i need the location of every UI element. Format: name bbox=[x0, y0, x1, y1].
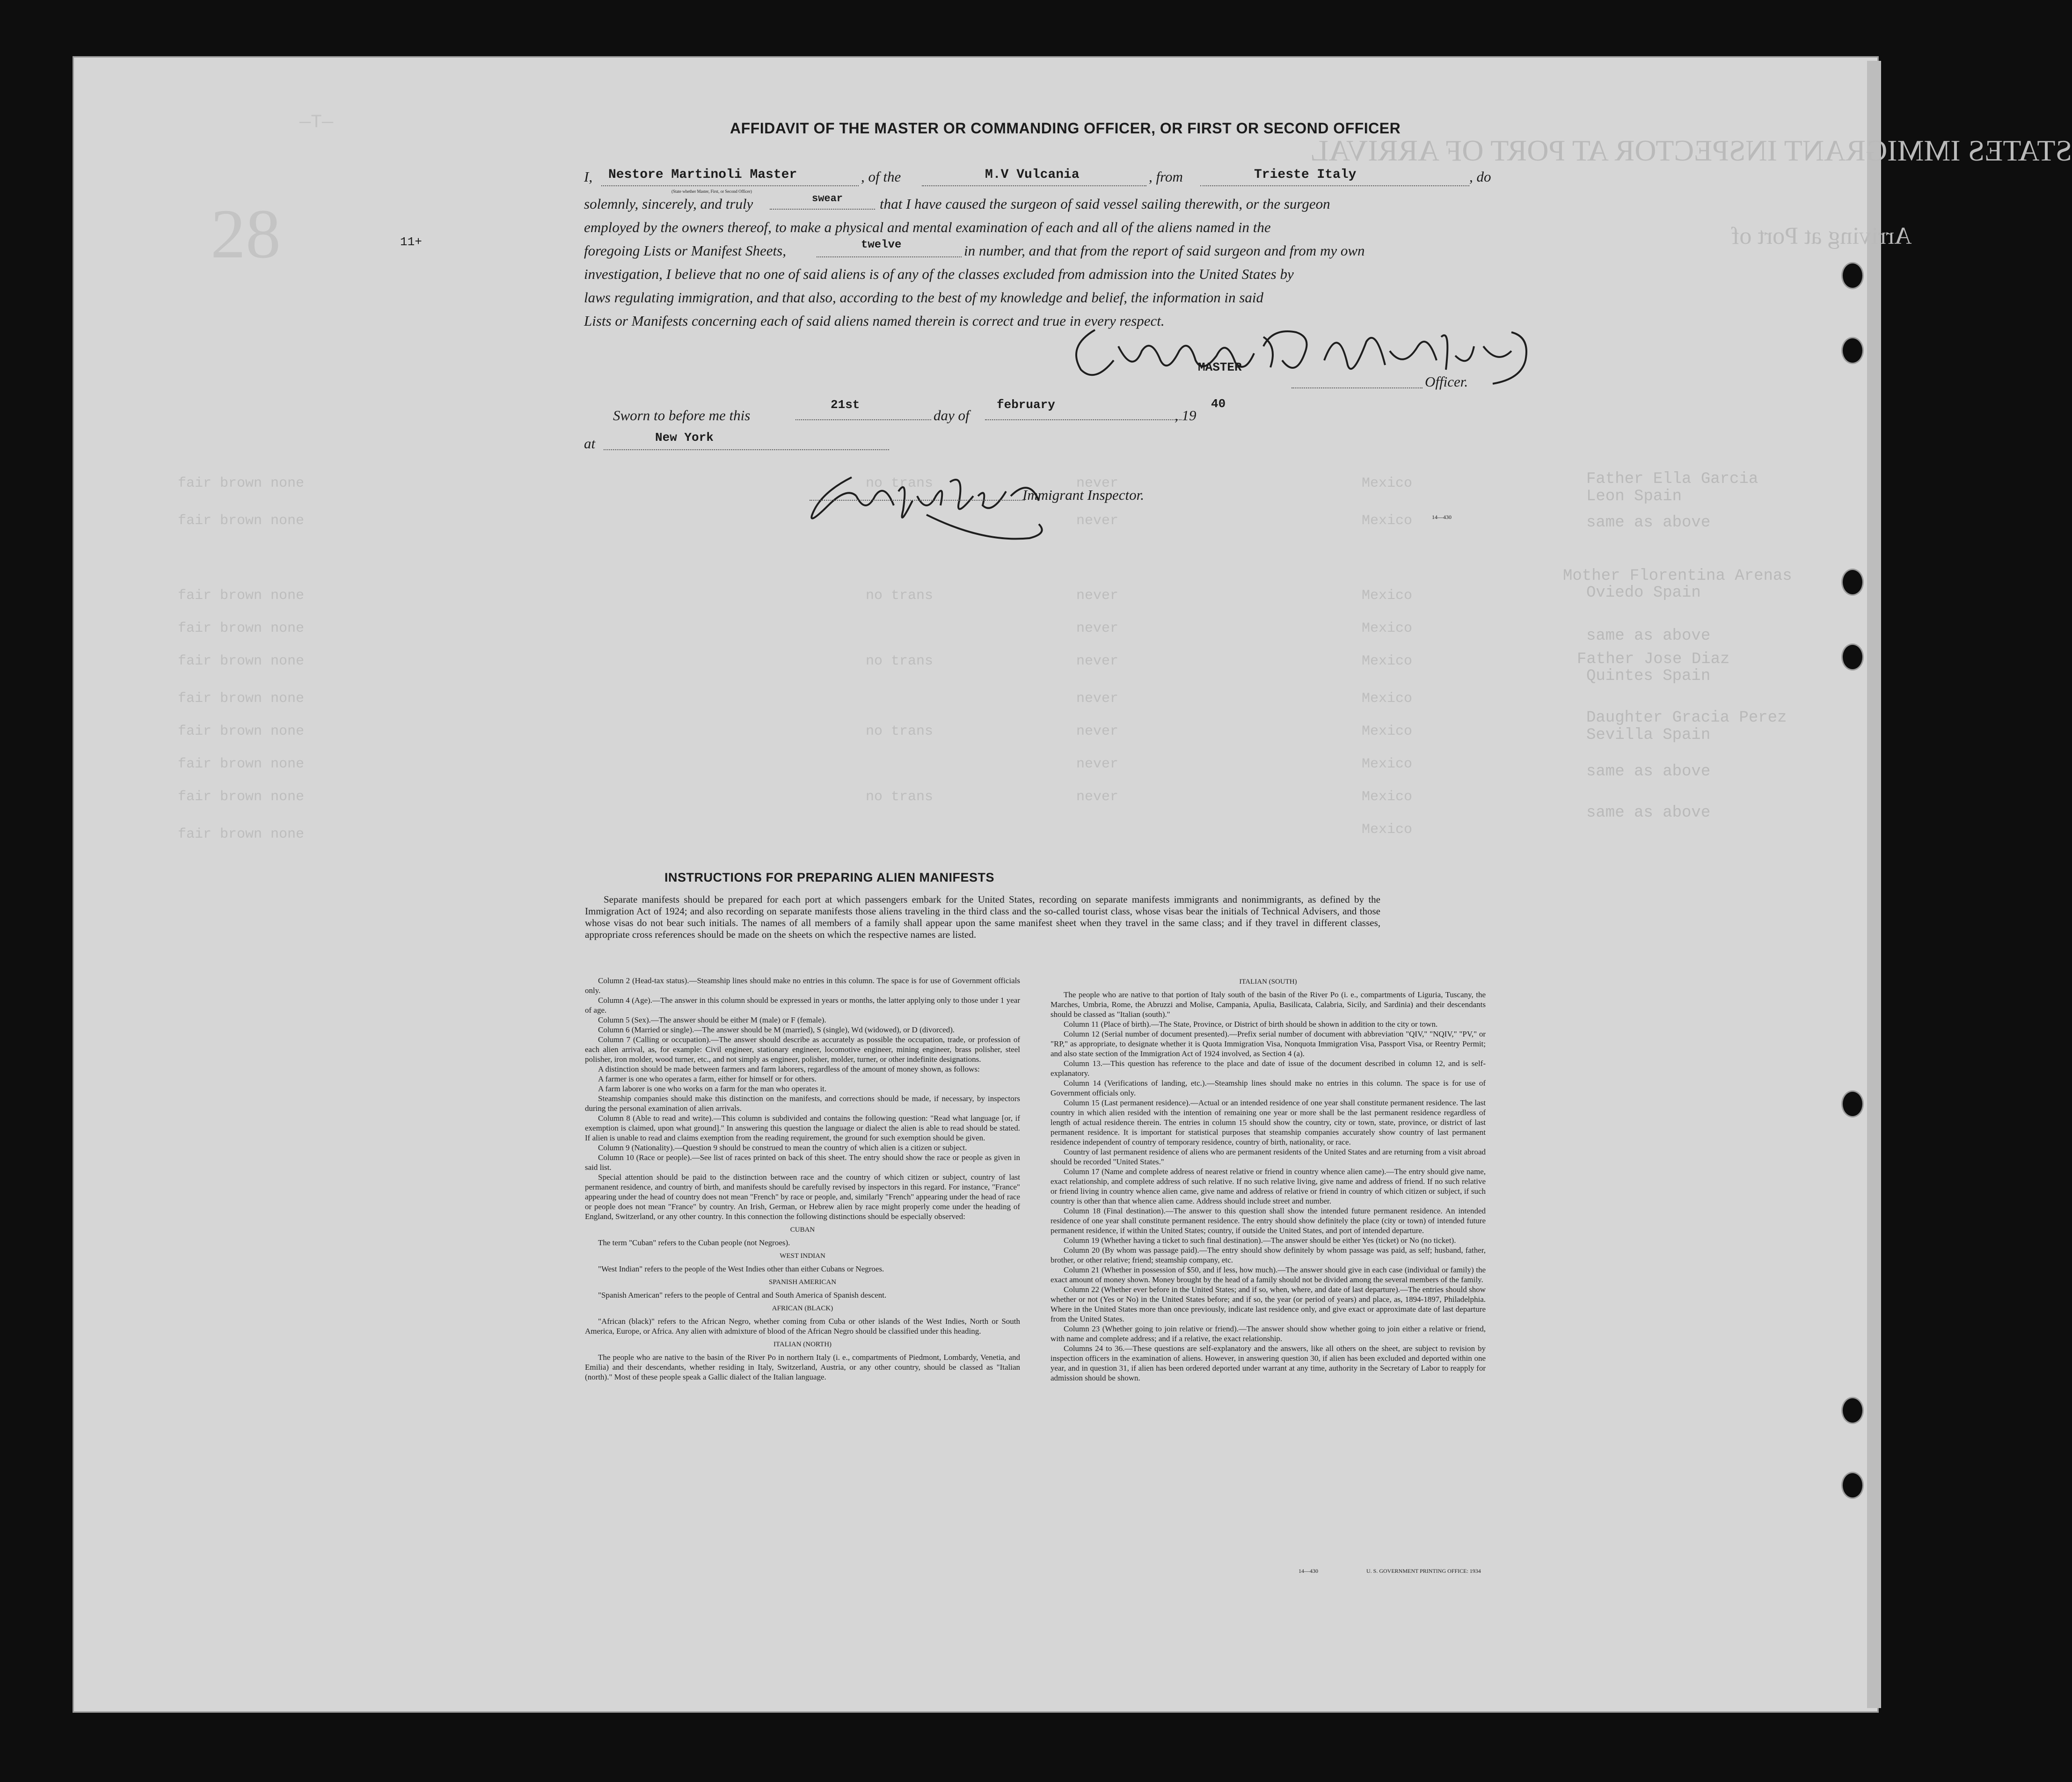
bleed-row: same as above bbox=[1586, 804, 1711, 822]
instruction-paragraph: Special attention should be paid to the distinction between race and the country of which citizen or subject, country of last permanent residence, and country of birth, and manifests should be carefully revised by inspectors in this regard. For instance, "France" appearing under the head of country does not mean "French" by race or people, and, similarly "French" appearing under the head of race or people does not mean "France" by country. An Irish, German, or Hebrew alien by race might properly come under the heading of England, Switzerland, or any other country. In this connection the following distinctions should be especially observed: bbox=[585, 1173, 1020, 1221]
from-text: , from bbox=[1149, 168, 1183, 185]
bleed-large-number bbox=[211, 197, 318, 271]
binder-hole bbox=[1841, 643, 1864, 671]
section-heading: CUBAN bbox=[790, 1226, 815, 1234]
instruction-paragraph: Column 10 (Race or people).—See list of races printed on back of this sheet. The entry should show the race or people as given in said list. bbox=[585, 1153, 1020, 1172]
svg-text:Mexico: Mexico bbox=[1362, 691, 1413, 707]
section-heading: ITALIAN (SOUTH) bbox=[1239, 978, 1297, 986]
svg-text:Mexico: Mexico bbox=[1362, 756, 1413, 772]
svg-text:never: never bbox=[1076, 653, 1119, 669]
instruction-paragraph: "West Indian" refers to the people of the West Indies other than either Cubans or Negroes. bbox=[598, 1264, 884, 1273]
svg-text:fair brown none: fair brown none bbox=[178, 588, 305, 604]
svg-text:28: 28 bbox=[211, 195, 281, 273]
fill-line bbox=[1200, 185, 1469, 186]
instruction-paragraph: "African (black)" refers to the African Negro, whether coming from Cuba or other islands of the West Indies, North or South America, Europe, or Africa. Any alien with admixture of blood of the African Negro should be classified under this heading. bbox=[585, 1317, 1020, 1336]
inspector-label: Immigrant Inspector. bbox=[1022, 487, 1145, 503]
svg-text:never: never bbox=[1076, 513, 1119, 529]
svg-text:Mexico: Mexico bbox=[1362, 475, 1413, 491]
instruction-paragraph: The people who are native to that portion of Italy south of the basin of the River Po (i. e., compartments of Liguria, Tuscany, the Marches, Umbria, Rome, the Abruzzi and Molise, Campania, Apulia, Basilicata, Calabria, Sicily, and Sardinia) and their descendants should be classed as "Italian (south)." bbox=[1051, 990, 1486, 1019]
svg-text:fair brown none: fair brown none bbox=[178, 621, 305, 636]
instruction-paragraph: Country of last permanent residence of aliens who are permanent residents of the United States and are returning from a visit abroad should be recorded "United States." bbox=[1051, 1147, 1486, 1166]
fill-line bbox=[985, 419, 1182, 420]
instructions-intro: Separate manifests should be prepared for each port at which passengers embark for the United States, recording on separate manifests immigrants and nonimmigrants, as defined by the Immigration Act of 1924; and also recording on separate manifests those aliens traveling in the third class and the so-called tourist class, whose visas bear the initials of Technical Advisers, and those whose visas do not bear such initials. The names of all members of a family shall appear upon the same manifest sheet when they travel in the same class; and if they travel in different classes, appropriate cross references should be made on the sheets on which the respective names are listed. bbox=[585, 894, 1380, 940]
bleed-row: Father Jose Diaz bbox=[1577, 650, 1730, 668]
fill-line bbox=[922, 185, 1146, 186]
svg-text:no trans: no trans bbox=[866, 789, 934, 805]
instruction-paragraph: Column 15 (Last permanent residence).—Actual or an intended residence of one year shall constitute permanent residence. The last country in which alien resided with the intention of remaining one year or more shall be the last permanent residence regardless of length of actual residence therein. The entries in column 15 should show the country, city or town, state, province, or district of last permanent residence. It is important for statistical purposes that steamship companies accurately show country of last permanent residence independent of country of temporary residence, country of birth, nationality, or race. bbox=[1051, 1098, 1486, 1147]
binder-hole bbox=[1841, 262, 1864, 289]
sworn-day: 21st bbox=[831, 398, 860, 412]
inspector-signature bbox=[786, 468, 1086, 543]
svg-text:Mexico: Mexico bbox=[1362, 621, 1413, 636]
fill-line bbox=[810, 500, 1025, 501]
affidavit-line: employed by the owners thereof, to make a physical and mental examination of each and all of the aliens named in the bbox=[584, 219, 1271, 235]
binder-hole bbox=[1841, 1090, 1864, 1117]
do-text: , do bbox=[1469, 168, 1491, 185]
instructions-left-column bbox=[585, 976, 1020, 1382]
bleed-row: Sevilla Spain bbox=[1586, 726, 1711, 744]
instruction-paragraph: Steamship companies should make this distinction on the manifests, and corrections should be made, if necessary, by inspectors during the personal examination of alien arrivals. bbox=[585, 1094, 1020, 1113]
officer-rank: MASTER bbox=[1198, 360, 1242, 374]
instruction-paragraph: Column 20 (By whom was passage paid).—The entry should show definitely by whom passage was paid, as self; husband, father, brother, or other relative; friend; steamship company, etc. bbox=[1051, 1246, 1486, 1264]
instruction-paragraph: Column 7 (Calling or occupation).—The answer should describe as accurately as possible the occupation, trade, or profession of each alien arrival, as, for example: Civil engineer, stationary engineer, locomotive engineer, mining engineer, brass polisher, steel polisher, iron molder, wood turner, etc., and not simply as engineer, polisher, molder, turner, or other indefinite designations. bbox=[585, 1035, 1020, 1064]
bleed-row: Father Ella Garcia bbox=[1586, 470, 1758, 488]
instruction-paragraph: Column 23 (Whether going to join relative or friend).—The answer should show whether going to join either a relative or friend, with name and complete address; and if a relative, the exact relationship. bbox=[1051, 1324, 1486, 1343]
svg-text:fair brown none: fair brown none bbox=[178, 513, 305, 529]
oath-word: swear bbox=[812, 193, 843, 204]
svg-text:Mexico: Mexico bbox=[1362, 822, 1413, 838]
of-the-text: , of the bbox=[861, 168, 901, 185]
binder-hole bbox=[1841, 1472, 1864, 1499]
binder-hole bbox=[1841, 1397, 1864, 1424]
sworn-month: february bbox=[997, 398, 1055, 412]
svg-text:no trans: no trans bbox=[866, 588, 934, 604]
fill-line bbox=[795, 419, 931, 420]
bleed-through-header: STATES IMMIGRANT INSPECTOR AT PORT OF ARRIVAL bbox=[1310, 134, 2072, 167]
svg-text:no trans: no trans bbox=[866, 653, 934, 669]
sworn-place: New York bbox=[655, 431, 714, 445]
vessel-name: M.V Vulcania bbox=[985, 168, 1080, 182]
instruction-paragraph: A farmer is one who operates a farm, either for himself or for others. bbox=[598, 1074, 817, 1083]
svg-text:Mexico: Mexico bbox=[1362, 723, 1413, 739]
sworn-year: 40 bbox=[1211, 397, 1226, 411]
svg-text:never: never bbox=[1076, 789, 1119, 805]
svg-text:never: never bbox=[1076, 621, 1119, 636]
instruction-paragraph: Column 14 (Verifications of landing, etc.).—Steamship lines should make no entries in this column. The space is for use of Government officials only. bbox=[1051, 1079, 1486, 1097]
sheet-edge bbox=[1867, 61, 1881, 1708]
affidavit-line: in number, and that from the report of said surgeon and from my own bbox=[964, 242, 1365, 259]
instruction-paragraph: Column 12 (Serial number of document presented).—Prefix serial number of document with abbreviation "QIV," "NQIV," "PV," or "RP," as appropriate, to designate whether it is Quota Immigration Visa, Nonquota Immigration Visa, Passport Visa, or Reentry Permit; and also state section of the Immigration Act of 1924 involved, as Section 4 (a). bbox=[1051, 1030, 1486, 1058]
instruction-paragraph: Column 6 (Married or single).—The answer should be M (married), S (single), Wd (widowed), or D (divorced). bbox=[598, 1025, 955, 1034]
svg-text:fair brown none: fair brown none bbox=[178, 653, 305, 669]
binder-hole bbox=[1841, 569, 1864, 596]
svg-text:Mexico: Mexico bbox=[1362, 588, 1413, 604]
instruction-paragraph: Columns 24 to 36.—These questions are self-explanatory and the answers, like all others on the sheet, are subject to revision by inspection officers in the examination of aliens. However, in answering question 30, if alien has been excluded and deported within one year, and in question 31, if alien has been ordered deported under warrant at any time, authority in the Secretary of Labor to reapply for admission should be shown. bbox=[1051, 1344, 1486, 1382]
instruction-paragraph: Column 5 (Sex).—The answer should be either M (male) or F (female). bbox=[598, 1015, 826, 1024]
bleed-row: same as above bbox=[1586, 514, 1711, 532]
bleed-row: Mother Florentina Arenas bbox=[1563, 567, 1792, 585]
instruction-paragraph: Column 22 (Whether ever before in the United States; and if so, when, where, and date of last departure).—The entries should show whether or not (Yes or No) in the United States before; and if so, the year (or period of years) and place, as, 1894-1897, Philadelphia. Where in the United States more than once previously, indicate last residence only, and give exact or approximate date of last departure from the United States. bbox=[1051, 1285, 1486, 1323]
instruction-paragraph: Column 18 (Final destination).—The answer to this question shall show the intended future permanent residence. An intended residence of one year shall constitute permanent residence. The entry should show definitely the place (city or town) of intended future permanent residence, if within the United States; country, if outside the United States, and port of intended departure. bbox=[1051, 1206, 1486, 1235]
instruction-paragraph: Column 13.—This question has reference to the place and date of issue of the document described in column 12, and is self-explanatory. bbox=[1051, 1059, 1486, 1078]
instruction-paragraph: Column 8 (Able to read and write).—This column is subdivided and contains the following question: "Read what language [or, if exemption is claimed, upon what ground]." In answering this question the language or dialect the alien is able to read should be stated. If alien is unable to read and claims exemption from the reading requirement, the ground for such exemption should be given. bbox=[585, 1114, 1020, 1142]
instruction-paragraph: Column 17 (Name and complete address of nearest relative or friend in country whence alien came).—The entry should give name, exact relationship, and complete address of such relative. If no such relative living, give name and address of friend. If no such relative or friend living in country whence alien came, give name and address of relative or friend in country of which citizen or subject, if such country is other than that whence alien came. Address should include street and number. bbox=[1051, 1167, 1486, 1205]
footer-form-number: 14—430 bbox=[1299, 1568, 1318, 1574]
officer-label: Officer. bbox=[1425, 373, 1468, 390]
section-heading: AFRICAN (BLACK) bbox=[772, 1305, 833, 1312]
year-prefix: , 19 bbox=[1175, 407, 1197, 424]
bleed-row: same as above bbox=[1586, 627, 1711, 645]
affidavit-line: foregoing Lists or Manifest Sheets, bbox=[584, 242, 786, 259]
rank-hint: (State whether Master, First, or Second Officer) bbox=[671, 189, 752, 194]
binder-hole bbox=[1841, 337, 1864, 364]
instruction-paragraph: A farm laborer is one who works on a farm for the man who operates it. bbox=[598, 1084, 827, 1093]
form-number: 14—430 bbox=[1432, 514, 1452, 520]
fill-line bbox=[601, 185, 859, 186]
svg-text:never: never bbox=[1076, 588, 1119, 604]
svg-text:fair brown none: fair brown none bbox=[178, 475, 305, 491]
svg-text:fair brown none: fair brown none bbox=[178, 723, 305, 739]
bleed-row: Daughter Gracia Perez bbox=[1586, 709, 1787, 727]
svg-text:no trans: no trans bbox=[866, 723, 934, 739]
svg-text:no trans: no trans bbox=[866, 475, 934, 491]
instruction-paragraph: The people who are native to the basin of the River Po in northern Italy (i. e., compartments of Piedmont, Lombardy, Venetia, and Emilia) and their descendants, whether residing in Italy, Switzerland, Austria, or any other country, should be classed as "Italian (north)." Most of these people speak a Gallic dialect of the Italian language. bbox=[585, 1353, 1020, 1381]
instruction-paragraph: Column 4 (Age).—The answer in this column should be expressed in years or months, the latter applying only to those under 1 year of age. bbox=[585, 996, 1020, 1015]
affidavit-line: investigation, I believe that no one of said aliens is of any of the classes excluded from admission into the United States by bbox=[584, 266, 1294, 282]
at-text: at bbox=[584, 435, 596, 452]
affidavit-line: solemnly, sincerely, and truly bbox=[584, 196, 753, 212]
fill-line bbox=[604, 449, 889, 450]
fill-line bbox=[817, 256, 962, 257]
instruction-paragraph: Column 19 (Whether having a ticket to such final destination).—The answer should be either Yes (ticket) or No (no ticket). bbox=[1064, 1236, 1456, 1245]
section-heading: SPANISH AMERICAN bbox=[768, 1278, 837, 1286]
affidavit-line: Lists or Manifests concerning each of said aliens named therein is correct and true in every respect. bbox=[584, 313, 1165, 329]
sheet-count: twelve bbox=[861, 239, 902, 251]
origin-port: Trieste Italy bbox=[1254, 168, 1357, 182]
svg-text:Mexico: Mexico bbox=[1362, 513, 1413, 529]
affidavit-line: that I have caused the surgeon of said vessel sailing therewith, or the surgeon bbox=[880, 196, 1330, 212]
svg-text:fair brown none: fair brown none bbox=[178, 789, 305, 805]
day-of-text: day of bbox=[934, 407, 970, 424]
fill-line bbox=[770, 209, 875, 210]
master-name: Nestore Martinoli Master bbox=[608, 168, 797, 182]
bleed-row: Leon Spain bbox=[1586, 488, 1682, 505]
master-signature bbox=[1062, 318, 1568, 388]
svg-text:never: never bbox=[1076, 723, 1119, 739]
affidavit-line: laws regulating immigration, and that also, according to the best of my knowledge and belief, the information in said bbox=[584, 289, 1264, 306]
footer-printer: U. S. GOVERNMENT PRINTING OFFICE: 1934 bbox=[1366, 1568, 1481, 1574]
sworn-text: Sworn to before me this bbox=[613, 407, 751, 424]
fill-line bbox=[1291, 387, 1423, 388]
affidavit-title: AFFIDAVIT OF THE MASTER OR COMMANDING OFFICER, OR FIRST OR SECOND OFFICER bbox=[730, 120, 1401, 137]
svg-text:never: never bbox=[1076, 756, 1119, 772]
instruction-paragraph: A distinction should be made between farmers and farm laborers, regardless of the amount of money shown, as follows: bbox=[598, 1065, 980, 1074]
bleed-through-port: Arriving at Port of bbox=[1731, 223, 1912, 249]
instruction-paragraph: Column 11 (Place of birth).—The State, Province, or District of birth should be shown in addition to the city or town. bbox=[1064, 1020, 1438, 1029]
section-heading: ITALIAN (NORTH) bbox=[773, 1341, 832, 1348]
svg-text:fair brown none: fair brown none bbox=[178, 691, 305, 707]
instruction-paragraph: Column 21 (Whether in possession of $50, and if less, how much).—The answer should give in each case (individual or family) the exact amount of money shown. Money brought by the head of a family should not be divided among the several members of the family. bbox=[1051, 1265, 1486, 1284]
svg-text:never: never bbox=[1076, 475, 1119, 491]
svg-text:Mexico: Mexico bbox=[1362, 653, 1413, 669]
svg-text:fair brown none: fair brown none bbox=[178, 826, 305, 842]
bleed-row: Quintes Spain bbox=[1586, 667, 1711, 685]
bleed-row: Oviedo Spain bbox=[1586, 584, 1701, 602]
instructions-title: INSTRUCTIONS FOR PREPARING ALIEN MANIFESTS bbox=[664, 870, 995, 884]
svg-text:fair brown none: fair brown none bbox=[178, 756, 305, 772]
instruction-paragraph: Column 2 (Head-tax status).—Steamship lines should make no entries in this column. The space is for use of Government officials only. bbox=[585, 976, 1020, 995]
instructions-right-column bbox=[1051, 973, 1486, 1383]
svg-text:Mexico: Mexico bbox=[1362, 789, 1413, 805]
svg-text:never: never bbox=[1076, 691, 1119, 707]
margin-mark: 11+ bbox=[400, 235, 422, 249]
section-heading: WEST INDIAN bbox=[780, 1252, 825, 1260]
instruction-paragraph: The term "Cuban" refers to the Cuban people (not Negroes). bbox=[598, 1238, 790, 1247]
bleed-number: —T— bbox=[299, 112, 334, 133]
affidavit-prefix: I, bbox=[584, 168, 593, 185]
instruction-paragraph: "Spanish American" refers to the people of Central and South America of Spanish descent. bbox=[598, 1291, 887, 1300]
instruction-paragraph: Column 9 (Nationality).—Question 9 should be construed to mean the country of which alien is a citizen or subject. bbox=[598, 1143, 967, 1152]
bleed-row: same as above bbox=[1586, 763, 1711, 781]
